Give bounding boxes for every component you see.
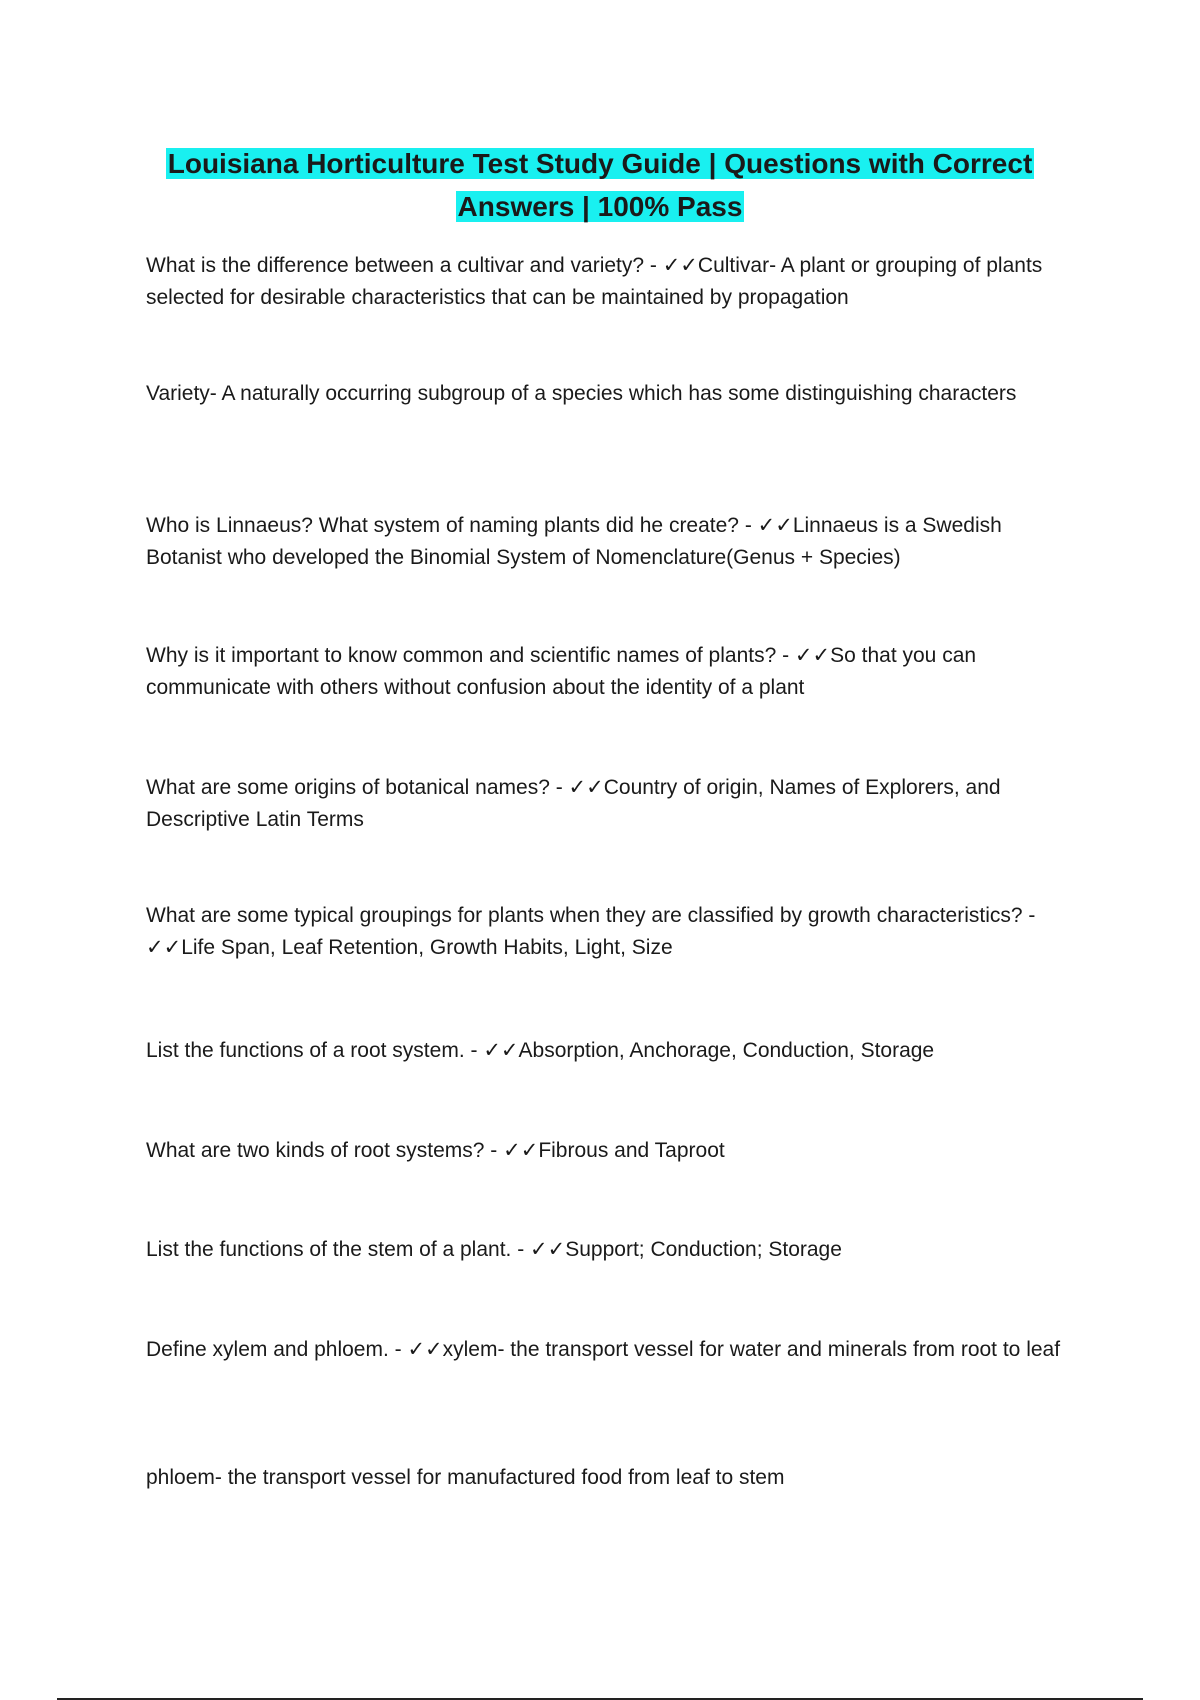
- title-line-1: Louisiana Horticulture Test Study Guide | Questions with Correct: [167, 148, 1033, 179]
- qa-paragraph-7: List the functions of a root system. - ✓✓Absorption, Anchorage, Conduction, Storage: [146, 1039, 935, 1062]
- qa-paragraph-5: What are some origins of botanical names? - ✓✓Country of origin, Names of Explorers, and Descriptive Latin Terms: [146, 776, 1001, 831]
- qa-paragraph-4: Why is it important to know common and scientific names of plants? - ✓✓So that you can communicate with others without confusion about the identity of a plant: [146, 644, 977, 699]
- qa-paragraph-11: phloem- the transport vessel for manufactured food from leaf to stem: [146, 1466, 785, 1489]
- qa-paragraph-9: List the functions of the stem of a plant. - ✓✓Support; Conduction; Storage: [146, 1238, 842, 1261]
- title-line-2: Answers | 100% Pass: [457, 191, 743, 222]
- qa-paragraph-2: Variety- A naturally occurring subgroup of a species which has some distinguishing characters: [146, 382, 1017, 405]
- qa-paragraph-6: What are some typical groupings for plants when they are classified by growth characteristics? - ✓✓Life Span, Leaf Retention, Growth Habits, Light, Size: [146, 904, 1036, 959]
- qa-paragraph-10: Define xylem and phloem. - ✓✓xylem- the transport vessel for water and minerals from root to leaf: [146, 1338, 1061, 1361]
- page-title: [130, 142, 1070, 228]
- qa-paragraph-3: Who is Linnaeus? What system of naming plants did he create? - ✓✓Linnaeus is a Swedish Botanist who developed the Binomial System of Nomenclature(Genus + Species): [146, 514, 1002, 569]
- qa-paragraph-1: What is the difference between a cultivar and variety? - ✓✓Cultivar- A plant or grouping of plants selected for desirable characteristics that can be maintained by propagation: [146, 254, 1043, 309]
- qa-paragraph-8: What are two kinds of root systems? - ✓✓Fibrous and Taproot: [146, 1139, 725, 1162]
